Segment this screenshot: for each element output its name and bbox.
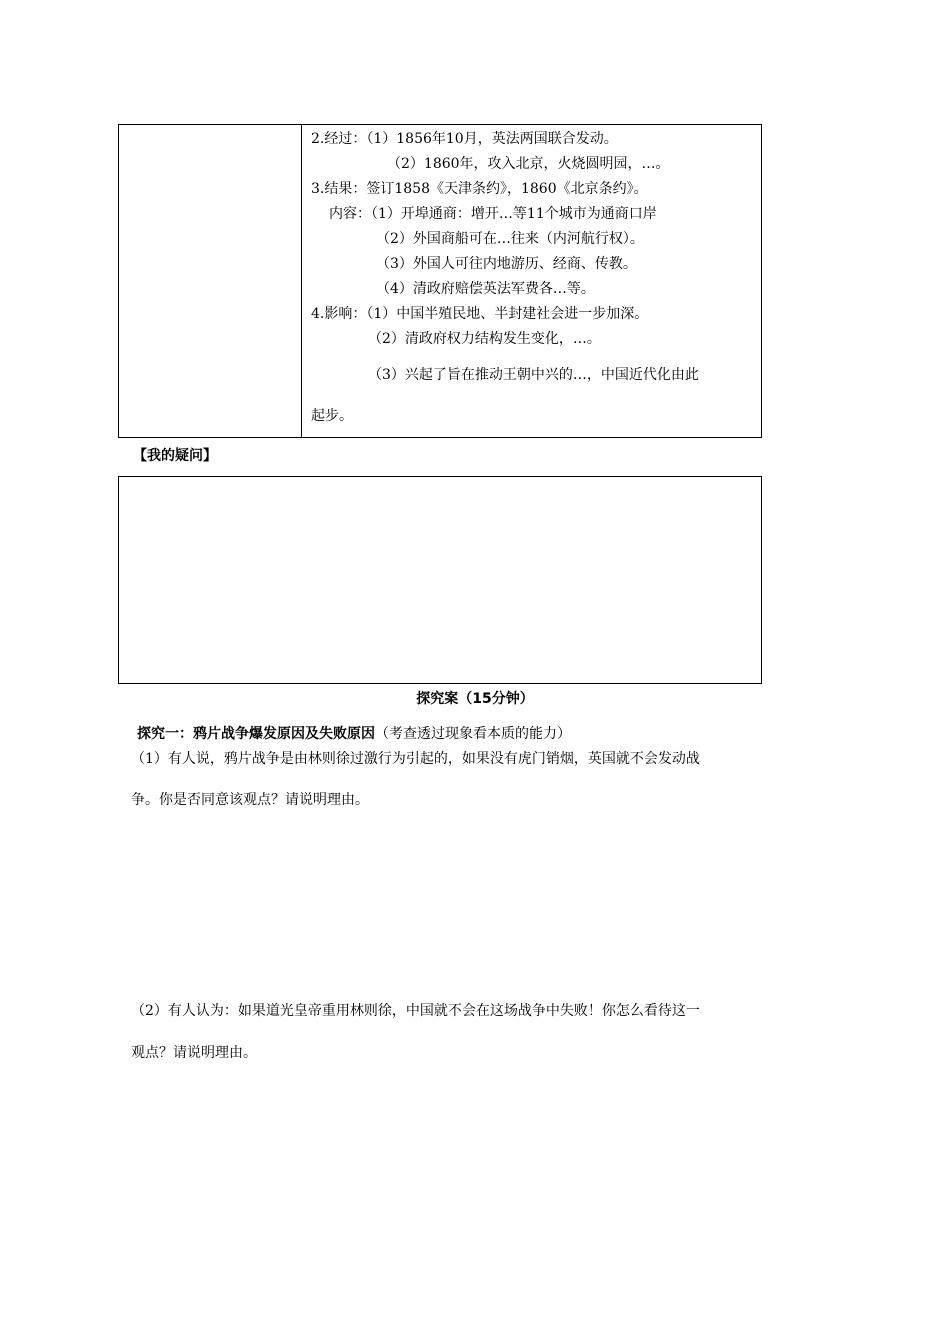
questions-box xyxy=(118,476,762,684)
table-line-impact-2: （2）清政府权力结构发生变化，…。 xyxy=(368,331,601,347)
inquiry-section-1-note: （考查透过现象看本质的能力） xyxy=(375,726,571,742)
table-column-divider xyxy=(301,125,302,437)
inquiry-title: 探究案（15分钟） xyxy=(416,691,534,707)
question-1-line-1: （1）有人说，鸦片战争是由林则徐过激行为引起的，如果没有虎门销烟，英国就不会发动战 xyxy=(131,751,700,767)
question-2-line-1: （2）有人认为：如果道光皇帝重用林则徐，中国就不会在这场战争中失败！你怎么看待这一 xyxy=(131,1003,700,1019)
question-2-line-2: 观点？请说明理由。 xyxy=(131,1045,257,1061)
table-line-process-1: 2.经过：（1）1856年10月，英法两国联合发动。 xyxy=(311,131,618,147)
table-line-content-4: （4）清政府赔偿英法军费各…等。 xyxy=(376,281,595,297)
questions-heading: 【我的疑问】 xyxy=(133,448,217,464)
table-line-impact-3-cont: 起步。 xyxy=(311,408,353,424)
question-1-line-2: 争。你是否同意该观点？请说明理由。 xyxy=(131,792,369,808)
table-line-content-1: 内容：（1）开埠通商：增开…等11个城市为通商口岸 xyxy=(329,206,657,222)
inquiry-section-1 xyxy=(137,723,571,743)
table-line-content-2: （2）外国商船可在…往来（内河航行权）。 xyxy=(376,231,644,247)
table-line-impact-1: 4.影响：（1）中国半殖民地、半封建社会进一步加深。 xyxy=(311,306,649,322)
table-line-content-3: （3）外国人可往内地游历、经商、传教。 xyxy=(376,256,637,272)
table-line-process-2: （2）1860年，攻入北京，火烧圆明园，…。 xyxy=(387,156,670,172)
inquiry-section-1-title: 探究一：鸦片战争爆发原因及失败原因 xyxy=(137,726,375,742)
table-line-result: 3.结果：签订1858《天津条约》，1860《北京条约》。 xyxy=(311,181,648,197)
table-line-impact-3: （3）兴起了旨在推动王朝中兴的…，中国近代化由此 xyxy=(368,367,699,383)
